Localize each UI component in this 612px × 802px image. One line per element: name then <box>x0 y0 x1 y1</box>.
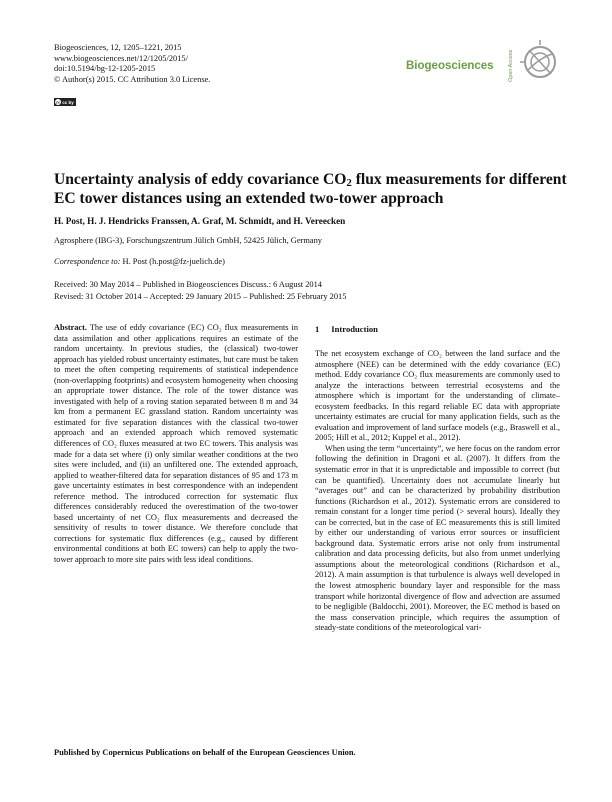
copyright: © Author(s) 2015. CC Attribution 3.0 License. <box>54 74 211 84</box>
correspondence <box>54 257 225 266</box>
affiliation: Agrosphere (IBG-3), Forschungszentrum Jülich GmbH, 52425 Jülich, Germany <box>54 236 322 245</box>
journal-logo-icon <box>520 40 560 84</box>
revised-date: Revised: 31 October 2014 – Accepted: 29 January 2015 – Published: 25 February 2015 <box>54 292 347 301</box>
abstract-label: Abstract. <box>54 323 87 332</box>
abstract <box>54 323 298 566</box>
cc-license-icon[interactable] <box>54 98 76 106</box>
introduction-body <box>315 349 560 634</box>
abstract-text: The use of eddy covariance (EC) CO₂ flux measurements in data assimilation and other applications requires an estimate of the random uncertainty. In previous studies, the (classical) two-tower approach has yielded robust uncertainty estimates, but care must be taken to meet the often competing requirements of statistical independence (non-overlapping footprints) and ecosystem homogeneity when choosing an appropriate tower distance. The role of the tower distance was investigated with help of a roving station separated between 8 m and 34 km from a permanent EC grassland station. Random uncertainty was estimated for five separation distances with the classical two-tower approach and an extended approach which removed systematic differences of CO₂ fluxes measured at two EC towers. This analysis was made for a data set where (i) only similar weather conditions at the two sites were included, and (ii) an unfiltered one. The extended approach, applied to weather-filtered data for separation distances of 95 and 173 m gave uncertainty estimates in best correspondence with an independent reference method. The introduced correction for systematic flux differences considerably reduced the overestimation of the two-tower based uncertainty of net CO₂ flux measurements and decreased the sensitivity of results to tower distance. We therefore conclude that corrections for systematic flux differences (e.g., caused by different environmental conditions at both EC towers) can help to apply the two-tower approach to more site pairs with less ideal conditions. <box>54 323 298 565</box>
publisher-footer: Published by Copernicus Publications on behalf of the European Geosciences Union. <box>54 748 356 757</box>
article-metadata <box>54 43 210 85</box>
authors: H. Post, H. J. Hendricks Franssen, A. Graf, M. Schmidt, and H. Vereecken <box>54 216 346 226</box>
svg-text:cc: cc <box>55 100 61 105</box>
section-heading-introduction <box>315 324 378 334</box>
correspondence-label: Correspondence to: <box>54 257 121 266</box>
cc-badge-text: cc by <box>62 99 74 105</box>
article-title: Uncertainty analysis of eddy covariance $CO_2$ flux measurements for different EC tower distances using an extended two-tower approach <box>54 171 567 207</box>
paragraph: The net ecosystem exchange of CO₂ between the land surface and the atmosphere (NEE) can be determined with the eddy covariance (EC) method. Eddy covariance CO₂ flux measurements are commonly used to analyze the interactions between terrestrial ecosystems and the atmosphere which is important for the understanding of climate–ecosystem feedbacks. In this regard reliable EC data with appropriate uncertainty estimates are crucial for many application fields, such as the evaluation and improvement of land surface models (e.g., Braswell et al., 2005; Hill et al., 2012; Kuppel et al., 2012). <box>315 349 560 443</box>
section-number: 1 <box>315 324 320 334</box>
section-title: Introduction <box>331 324 378 334</box>
open-access-label: Open Access <box>508 49 514 82</box>
journal-name: Biogeosciences <box>406 60 494 72</box>
article-url[interactable]: www.biogeosciences.net/12/1205/2015/ <box>54 53 188 63</box>
correspondence-contact[interactable]: H. Post (h.post@fz-juelich.de) <box>120 257 225 266</box>
paragraph: When using the term “uncertainty”, we here focus on the random error following the definition in Dragoni et al. (2007). It differs from the systematic error in that it is unpredictable and impossible to correct (but can be quantified). Uncertainty does not accumulate linearly but “averages out” and can be characterized by probability distribution functions (Richardson et al., 2012). Systematic errors are considered to remain constant for a longer time period (> several hours). Ideally they can be corrected, but in the case of EC measurements this is still limited by either our understanding of various error sources or insufficient background data. Systematic errors arise not only from instrumental calibration and data processing deficits, but also from unmet underlying assumptions about the meteorological conditions (Richardson et al., 2012). A main assumption is that turbulence is always well developed in the lowest atmospheric boundary layer and responsible for the mass transport while horizontal divergence of flow and advection are assumed to be negligible (Baldocchi, 2001). Moreover, the EC method is based on the mass conservation principle, which requires the assumption of steady-state conditions of the meteorological vari- <box>315 443 560 633</box>
publication-dates <box>54 279 346 303</box>
received-date: Received: 30 May 2014 – Published in Biogeosciences Discuss.: 6 August 2014 <box>54 280 322 289</box>
doi[interactable]: doi:10.5194/bg-12-1205-2015 <box>54 64 156 74</box>
citation: Biogeosciences, 12, 1205–1221, 2015 <box>54 43 182 52</box>
